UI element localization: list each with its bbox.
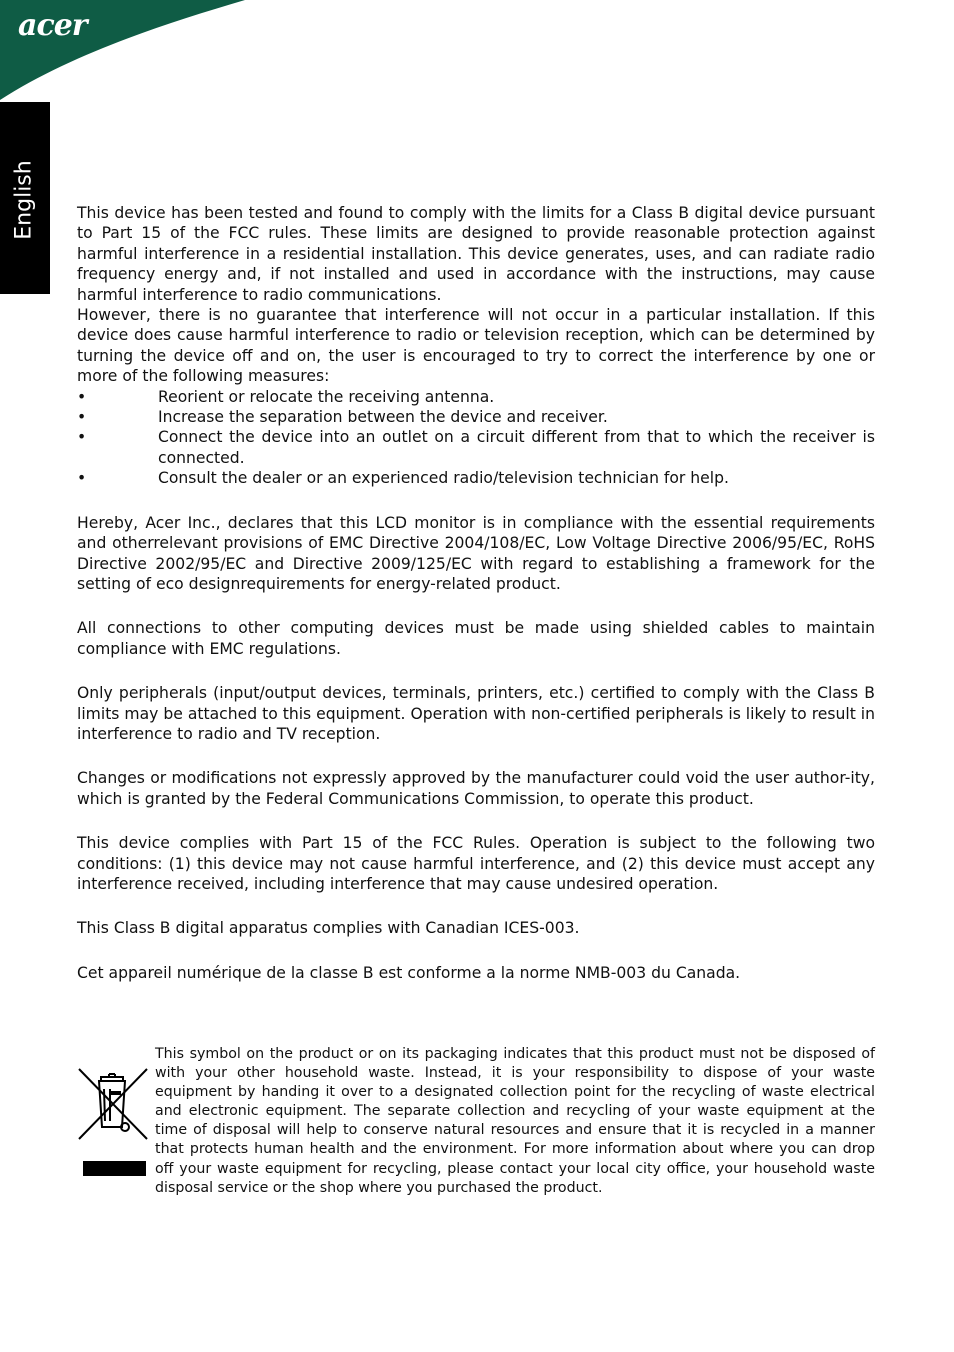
fcc-measures-list [77, 387, 875, 489]
list-item [77, 427, 875, 468]
list-item [77, 468, 875, 488]
modifications-paragraph: Changes or modifications not expressly approved by the manufacturer could void the user author-ity, which is granted by the Federal Communications Commission, to operate this product. [77, 769, 875, 808]
acer-logo: acer [18, 8, 87, 43]
fcc-intro-paragraph: This device has been tested and found to comply with the limits for a Class B digital device pursuant to Part 15 of the FCC rules. These limits are designed to provide reasonable protection against harmful interference in a residential installation. This device generates, uses, and can radiate radio frequency energy and, if not installed and used in accordance with the instructions, may cause harmful interference to radio communications. [77, 204, 875, 304]
list-item-text: Connect the device into an outlet on a circuit different from that to which the receiver is connected. [158, 428, 875, 467]
peripherals-paragraph: Only peripherals (input/output devices, terminals, printers, etc.) certified to comply with the Class B limits may be attached to this equipment. Operation with non-certified peripherals is likely to result in interference to radio and TV reception. [77, 684, 875, 743]
fcc-part15-paragraph: This device complies with Part 15 of the FCC Rules. Operation is subject to the following two conditions: (1) this device may not cause harmful interference, and (2) this device must accept any interference received, including interference that may cause undesired operation. [77, 834, 875, 893]
language-tab-label: English [11, 160, 37, 240]
bullet-icon: • [77, 387, 87, 406]
weee-notice [77, 1045, 875, 1198]
list-item-text: Increase the separation between the device and receiver. [158, 408, 608, 427]
bullet-icon: • [77, 428, 87, 447]
nmb-paragraph: Cet appareil numérique de la classe B est conforme a la norme NMB-003 du Canada. [77, 963, 741, 982]
fcc-however-paragraph: However, there is no guarantee that interference will not occur in a particular installation. If this device does cause harmful interference to radio or television reception, which can be determined by turning the device off and on, the user is encouraged to try to correct the interference by one or more of the following measures: [77, 306, 875, 386]
list-item [77, 387, 875, 407]
list-item-text: Reorient or relocate the receiving antenna. [158, 387, 495, 406]
list-item [77, 407, 875, 427]
weee-marking-bar [83, 1161, 146, 1176]
declaration-paragraph: Hereby, Acer Inc., declares that this LCD monitor is in compliance with the essential requirements and otherrelevant provisions of EMC Directive 2004/108/EC, Low Voltage Directive 2006/95/EC, RoHS Directive 2002/95/EC and Directive 2009/125/EC with regard to establishing a framework for the setting of eco designrequirements for energy-related product. [77, 513, 875, 593]
ices-paragraph: This Class B digital apparatus complies with Canadian ICES-003. [77, 919, 580, 938]
list-item-text: Consult the dealer or an experienced radio/television technician for help. [158, 469, 729, 488]
bullet-icon: • [77, 408, 87, 427]
weee-disposal-text: This symbol on the product or on its packaging indicates that this product must not be disposed of with your other household waste. Instead, it is your responsibility to dispose of your waste equipment by handing it over to a designated collection point for the recycling of waste electrical and electronic equipment. The separate collection and recycling of your waste equipment at the time of disposal will help to conserve natural resources and ensure that it is recycled in a manner that protects human health and the environment. For more information about where you can drop off your waste equipment for recycling, please contact your local city office, your household waste disposal service or the shop where you purchased the product. [155, 1046, 875, 1196]
compliance-content [77, 203, 875, 983]
shielded-cables-paragraph: All connections to other computing devices must be made using shielded cables to maintain compliance with EMC regulations. [77, 619, 875, 658]
bullet-icon: • [77, 469, 87, 488]
crossed-out-wheelie-bin-icon [77, 1063, 149, 1145]
